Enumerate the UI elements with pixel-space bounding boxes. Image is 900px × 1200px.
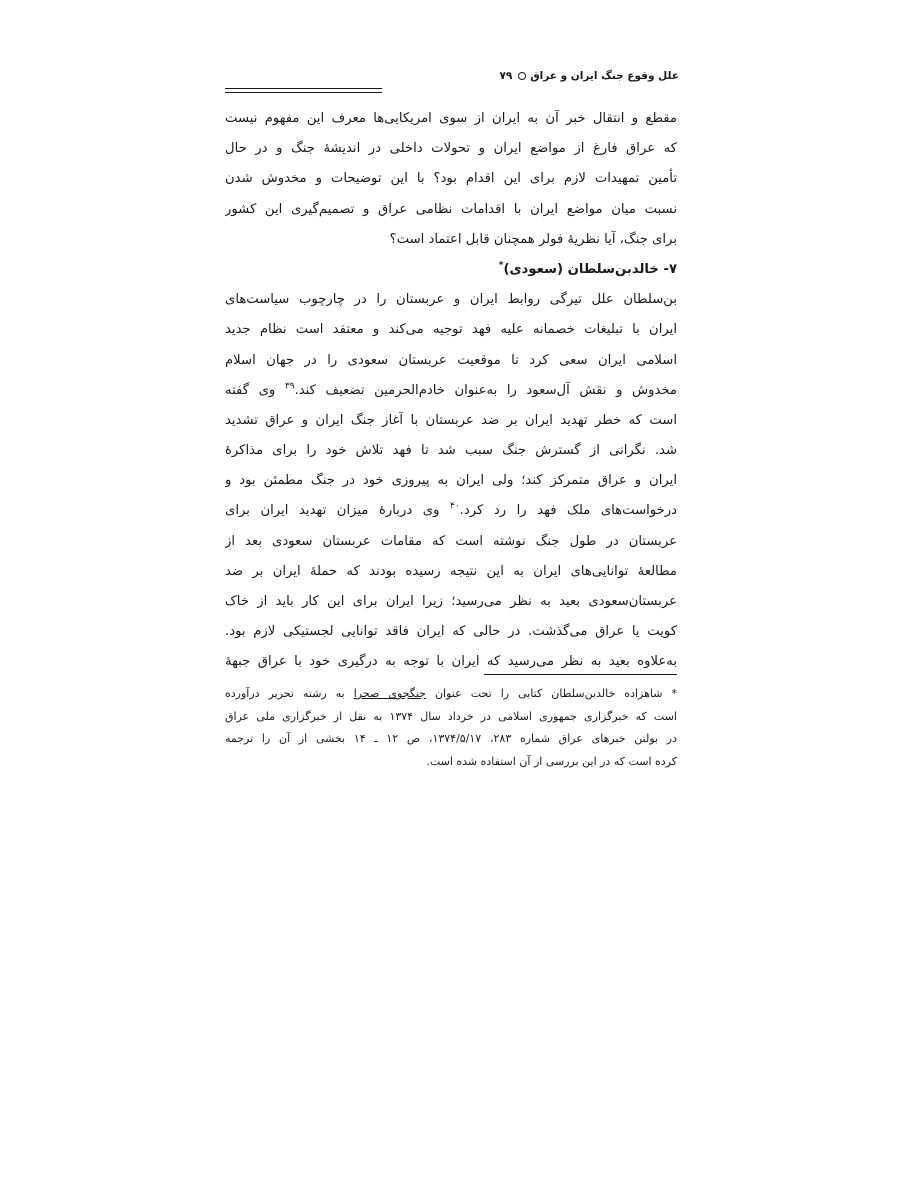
header-title: علل وقوع جنگ ایران و عراق bbox=[530, 70, 679, 82]
paragraph-line: بن‌سلطان علل تیرگی روابط ایران و عربستان را در چارچوب سیاست‌های bbox=[225, 292, 677, 308]
paragraph-line: عربستان‌سعودی بعید به نظر می‌رسید؛ زیرا ایران برای این کار باید از خاک bbox=[225, 594, 677, 609]
paragraph-line: که عراق فارغ از مواضع ایران و تحولات داخلی در اندیشهٔ جنگ و در حال bbox=[225, 141, 677, 157]
line-text: وی دربارهٔ میزان تهدید ایران برای bbox=[225, 503, 450, 519]
header-double-rule bbox=[225, 88, 382, 93]
paragraph-line: به‌علاوه بعید به نظر می‌رسید که ایران با توجه به درگیری خود با عراق جبههٔ bbox=[225, 654, 677, 670]
paragraph-line: برای جنگ، آیا نظریهٔ فولر همچنان قابل اعتماد است؟ bbox=[389, 231, 677, 247]
paragraph-line: تأمین تمهیدات لازم برای این اقدام بود؟ با این توضیحات و مخدوش شدن bbox=[225, 171, 677, 187]
paragraph-line: مقطع و انتقال خبر آن به ایران از سوی امریکایی‌ها معرف این مفهوم نیست bbox=[225, 111, 677, 126]
footnote bbox=[225, 683, 677, 773]
paragraph-line: است که خطر تهدید ایران بر ضد عربستان با آغاز جنگ ایران و عراق تشدید bbox=[225, 412, 677, 428]
paragraph-line: ایران با تبلیغات خصمانه علیه فهد توجیه می‌کند و معتقد است نظام جدید bbox=[225, 322, 677, 338]
line-text: درخواست‌های ملک فهد را رد کرد. bbox=[459, 503, 677, 519]
footnote-text: * شاهزاده خالدبن‌سلطان کتابی را تحت عنوان bbox=[425, 687, 677, 700]
page-number: ۷۹ bbox=[499, 70, 513, 82]
footnote-text: به رشته تحریر درآورده bbox=[225, 687, 354, 700]
paragraph-line: عربستان در طول جنگ نوشته است که مقامات عربستان سعودی بعد از bbox=[225, 533, 677, 549]
paragraph-line: کویت یا عراق می‌گذشت. در حالی که ایران فاقد توانایی لجستیکی لازم بود. bbox=[225, 624, 677, 640]
reference-number: ۴۰ bbox=[450, 502, 460, 513]
book-title: جنگجوی صحرا bbox=[353, 687, 426, 700]
paragraph-line: نسبت میان مواضع ایران با اقدامات نظامی عراق و تصمیم‌گیری این کشور bbox=[225, 201, 677, 217]
running-header bbox=[225, 66, 679, 86]
footnote-line: کرده است که در این بررسی از آن استفاده شده است. bbox=[426, 754, 677, 768]
line-text: وی گفته bbox=[225, 382, 285, 398]
paragraph-line: شد. نگرانی از گسترش جنگ سبب شد تا فهد تلاش خود را برای مذاکرهٔ bbox=[225, 443, 677, 459]
paragraph-line: اسلامی ایران سعی کرد تا موقعیت عربستان سعودی را در جهان اسلام bbox=[225, 352, 677, 368]
footnote-separator bbox=[484, 674, 677, 675]
paragraph-line bbox=[225, 496, 677, 526]
footnote-line: است که خبرگزاری جمهوری اسلامی در خرداد سال ۱۳۷۴ به نقل از خبرگزاری ملی عراق bbox=[225, 709, 677, 723]
line-text: مخدوش و نقش آل‌سعود را به‌عنوان خادم‌الحرمین تضعیف کند. bbox=[294, 382, 677, 398]
paragraph-line: مطالعهٔ توانایی‌های ایران به این نتیجه رسیده بودند که حملهٔ ایران بر ضد bbox=[225, 563, 677, 579]
reference-number: ۳۹ bbox=[284, 381, 295, 392]
footnote-marker: * bbox=[498, 260, 504, 271]
section-heading bbox=[225, 255, 677, 285]
paragraph-line: ایران و عراق متمرکز کند؛ ولی ایران به پیروزی خود در جنگ مطمئن بود و bbox=[225, 473, 677, 489]
footnote-line: در بولتن خبرهای عراق شماره ۲۸۳، ۱۳۷۴/۵/۱۷، ص ۱۲ ـ ۱۴ بخشی از آن را ترجمه bbox=[225, 732, 677, 745]
footnote-line bbox=[225, 683, 677, 706]
section-heading-text: ۷- خالدبن‌سلطان (سعودی) bbox=[503, 261, 677, 277]
body-text bbox=[225, 104, 677, 678]
header-separator-circle-icon bbox=[518, 72, 526, 80]
paragraph-line bbox=[225, 376, 677, 406]
